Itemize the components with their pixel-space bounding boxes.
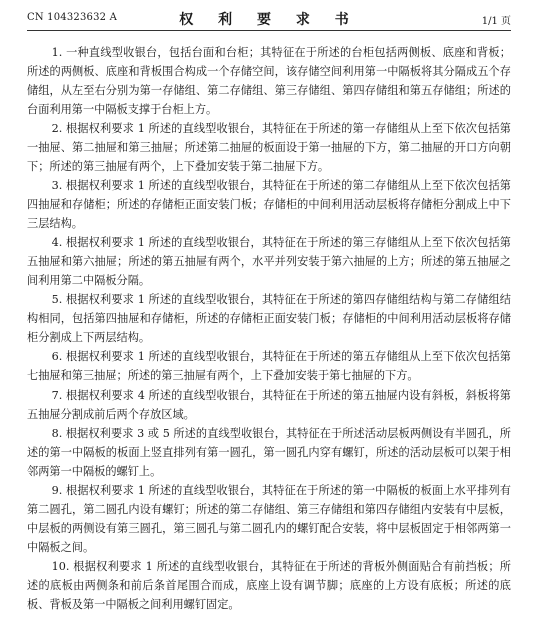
claim-9: 9. 根据权利要求 1 所述的直线型收银台，其特征在于所述的第一中隔板的板面上水平排列有第二圆孔，第二圆孔内设有螺钉；所述的第二存储组、第三存储组和第四存储组内安装有中层板，中层板的两侧设有第三圆孔，第三圆孔与第二圆孔内的螺钉配合安装，将中层板固定于相邻两第一中隔板之间。 [27,483,511,554]
claim-10: 10. 根据权利要求 1 所述的直线型收银台，其特征在于所述的背板外侧面贴合有前挡板；所述的底板由两侧条和前后条首尾围合而成，底座上设有调节脚；底座的上方设有底板；所述的底板、背板及第一中隔板之间利用螺钉固定。 [27,559,511,611]
claim-4: 4. 根据权利要求 1 所述的直线型收银台，其特征在于所述的第三存储组从上至下依次包括第五抽屉和第六抽屉；所述的第五抽屉有两个，水平并列安装于第六抽屉的上方；所述的第五抽屉之间利用第二中隔板分隔。 [27,236,511,288]
claim-1: 1. 一种直线型收银台，包括台面和台柜；其特征在于所述的台柜包括两侧板、底座和背板；所述的两侧板、底座和背板围合构成一个存储空间，该存储空间利用第一中隔板将其分隔成五个存储组，从左至右分别为第一存储组、第二存储组、第三存储组、第四存储组和第五存储组；所述的台面利用第一中隔板支撑于台柜上方。 [27,46,511,116]
claim-7: 7. 根据权利要求 4 所述的直线型收银台，其特征在于所述的第五抽屉内设有斜板，斜板将第五抽屉分割成前后两个存放区域。 [27,388,511,421]
claims-list [27,30,511,615]
publication-number: CN 104323632 A [27,12,118,23]
claim-3: 3. 根据权利要求 1 所述的直线型收银台，其特征在于所述的第二存储组从上至下依次包括第四抽屉和存储柜；所述的存储柜正面安装门板；存储柜的中间利用活动层板将存储柜分割成上中下三层结构。 [27,179,511,230]
claim-2: 2. 根据权利要求 1 所述的直线型收银台，其特征在于所述的第一存储组从上至下依次包括第一抽屉、第二抽屉和第三抽屉；所述第二抽屉的板面设于第一抽屉的下方，第二抽屉的开口方向朝下；所述的第三抽屉有两个，上下叠加安装于第二抽屉下方。 [27,122,511,173]
document-title: 权 利 要 求 书 [179,12,359,28]
header-divider [27,30,511,31]
page-header [27,0,511,30]
claim-5: 5. 根据权利要求 1 所述的直线型收银台，其特征在于所述的第四存储组结构与第二存储组结构相同，包括第四抽屉和存储柜，所述的存储柜正面安装门板；存储柜的中间利用活动层板将存储柜分割成上下两层结构。 [27,293,511,345]
claim-8: 8. 根据权利要求 3 或 5 所述的直线型收银台，其特征在于所述活动层板两侧设有半圆孔，所述的第一中隔板的板面上竖直排列有第一圆孔，第一圆孔内穿有螺钉，所述的活动层板可以架于相邻两第一中隔板的螺钉上。 [27,426,511,478]
claim-6: 6. 根据权利要求 1 所述的直线型收银台，其特征在于所述的第五存储组从上至下依次包括第七抽屉和第三抽屉；所述的第三抽屉有两个，上下叠加安装于第七抽屉的下方。 [27,350,511,383]
page-number: 1/1 页 [481,16,511,27]
